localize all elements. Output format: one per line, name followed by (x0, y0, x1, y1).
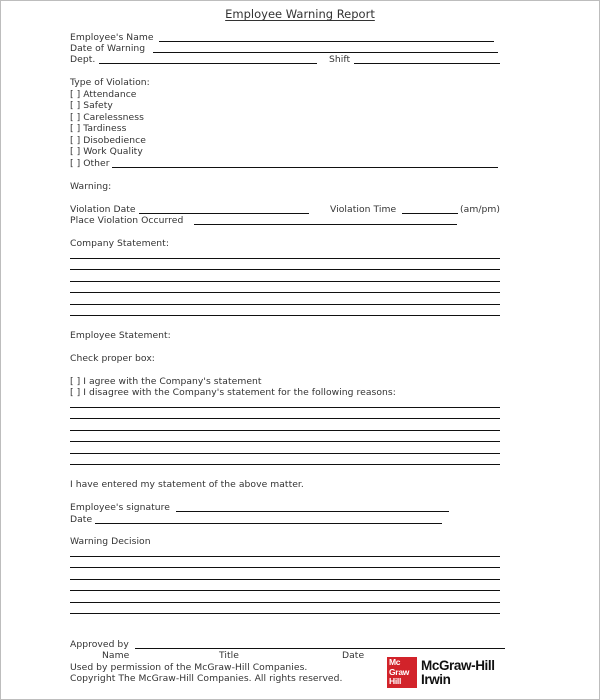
dept-field[interactable] (99, 63, 317, 64)
company-statement-line[interactable] (70, 315, 500, 316)
checkbox-disagree[interactable]: [ ] I disagree with the Company's statement for the following reasons: (70, 387, 396, 398)
checkbox-work-quality[interactable]: [ ] Work Quality (70, 146, 143, 157)
warning-heading: Warning: (70, 181, 112, 192)
date-of-warning-label: Date of Warning (70, 43, 146, 54)
signature-date-label: Date (70, 514, 93, 525)
check-proper-box-label: Check proper box: (70, 353, 155, 364)
other-violation-field[interactable] (112, 167, 498, 168)
checkbox-attendance[interactable]: [ ] Attendance (70, 89, 137, 100)
permission-note: Used by permission of the McGraw-Hill Companies. (70, 662, 308, 673)
approval-title-caption: Title (219, 650, 239, 661)
company-statement-line[interactable] (70, 304, 500, 305)
approval-name-caption: Name (102, 650, 130, 661)
employee-statement-line[interactable] (70, 418, 500, 419)
checkbox-carelessness[interactable]: [ ] Carelessness (70, 112, 144, 123)
date-of-warning-field[interactable] (153, 52, 498, 53)
employee-statement-line[interactable] (70, 464, 500, 465)
employee-statement-heading: Employee Statement: (70, 330, 171, 341)
employee-statement-line[interactable] (70, 453, 500, 454)
warning-decision-heading: Warning Decision (70, 536, 151, 547)
warning-decision-line[interactable] (70, 567, 500, 568)
company-statement-line[interactable] (70, 292, 500, 293)
checkbox-tardiness[interactable]: [ ] Tardiness (70, 123, 127, 134)
shift-label: Shift (329, 54, 351, 65)
company-statement-line[interactable] (70, 269, 500, 270)
warning-decision-line[interactable] (70, 602, 500, 603)
checkbox-agree[interactable]: [ ] I agree with the Company's statement (70, 376, 262, 387)
employee-name-label: Employee's Name (70, 32, 154, 43)
approved-by-field[interactable] (135, 648, 505, 649)
copyright-note: Copyright The McGraw-Hill Companies. All rights reserved. (70, 673, 343, 684)
checkbox-safety[interactable]: [ ] Safety (70, 100, 113, 111)
shift-field[interactable] (354, 63, 500, 64)
warning-decision-line[interactable] (70, 579, 500, 580)
warning-decision-line[interactable] (70, 590, 500, 591)
employee-statement-line[interactable] (70, 441, 500, 442)
checkbox-other[interactable]: [ ] Other (70, 158, 110, 169)
company-statement-line[interactable] (70, 281, 500, 282)
employee-signature-label: Employee's signature (70, 502, 171, 513)
approval-date-caption: Date (342, 650, 365, 661)
place-violation-label: Place Violation Occurred (70, 215, 184, 226)
warning-decision-line[interactable] (70, 613, 500, 614)
signature-date-field[interactable] (95, 523, 442, 524)
violation-time-label: Violation Time (330, 204, 397, 215)
am-pm-label: (am/pm) (460, 204, 500, 215)
document-title: Employee Warning Report (225, 7, 375, 21)
employee-statement-line[interactable] (70, 407, 500, 408)
dept-label: Dept. (70, 54, 96, 65)
violation-date-field[interactable] (139, 213, 309, 214)
warning-decision-line[interactable] (70, 556, 500, 557)
violation-type-heading: Type of Violation: (70, 77, 150, 88)
checkbox-disobedience[interactable]: [ ] Disobedience (70, 135, 146, 146)
acknowledgement-text: I have entered my statement of the above matter. (70, 479, 304, 490)
employee-signature-field[interactable] (176, 511, 449, 512)
approved-by-label: Approved by (70, 639, 129, 650)
employee-name-field[interactable] (159, 41, 494, 42)
logo-wordmark: McGraw-Hill Irwin (421, 657, 495, 687)
mcgraw-hill-logo-icon: Mc Graw Hill (387, 657, 417, 688)
company-statement-heading: Company Statement: (70, 238, 169, 249)
place-violation-field[interactable] (194, 224, 457, 225)
violation-date-label: Violation Date (70, 204, 136, 215)
violation-time-field[interactable] (402, 213, 458, 214)
employee-statement-line[interactable] (70, 430, 500, 431)
company-statement-line[interactable] (70, 258, 500, 259)
mcgraw-hill-irwin-logo (387, 657, 495, 688)
